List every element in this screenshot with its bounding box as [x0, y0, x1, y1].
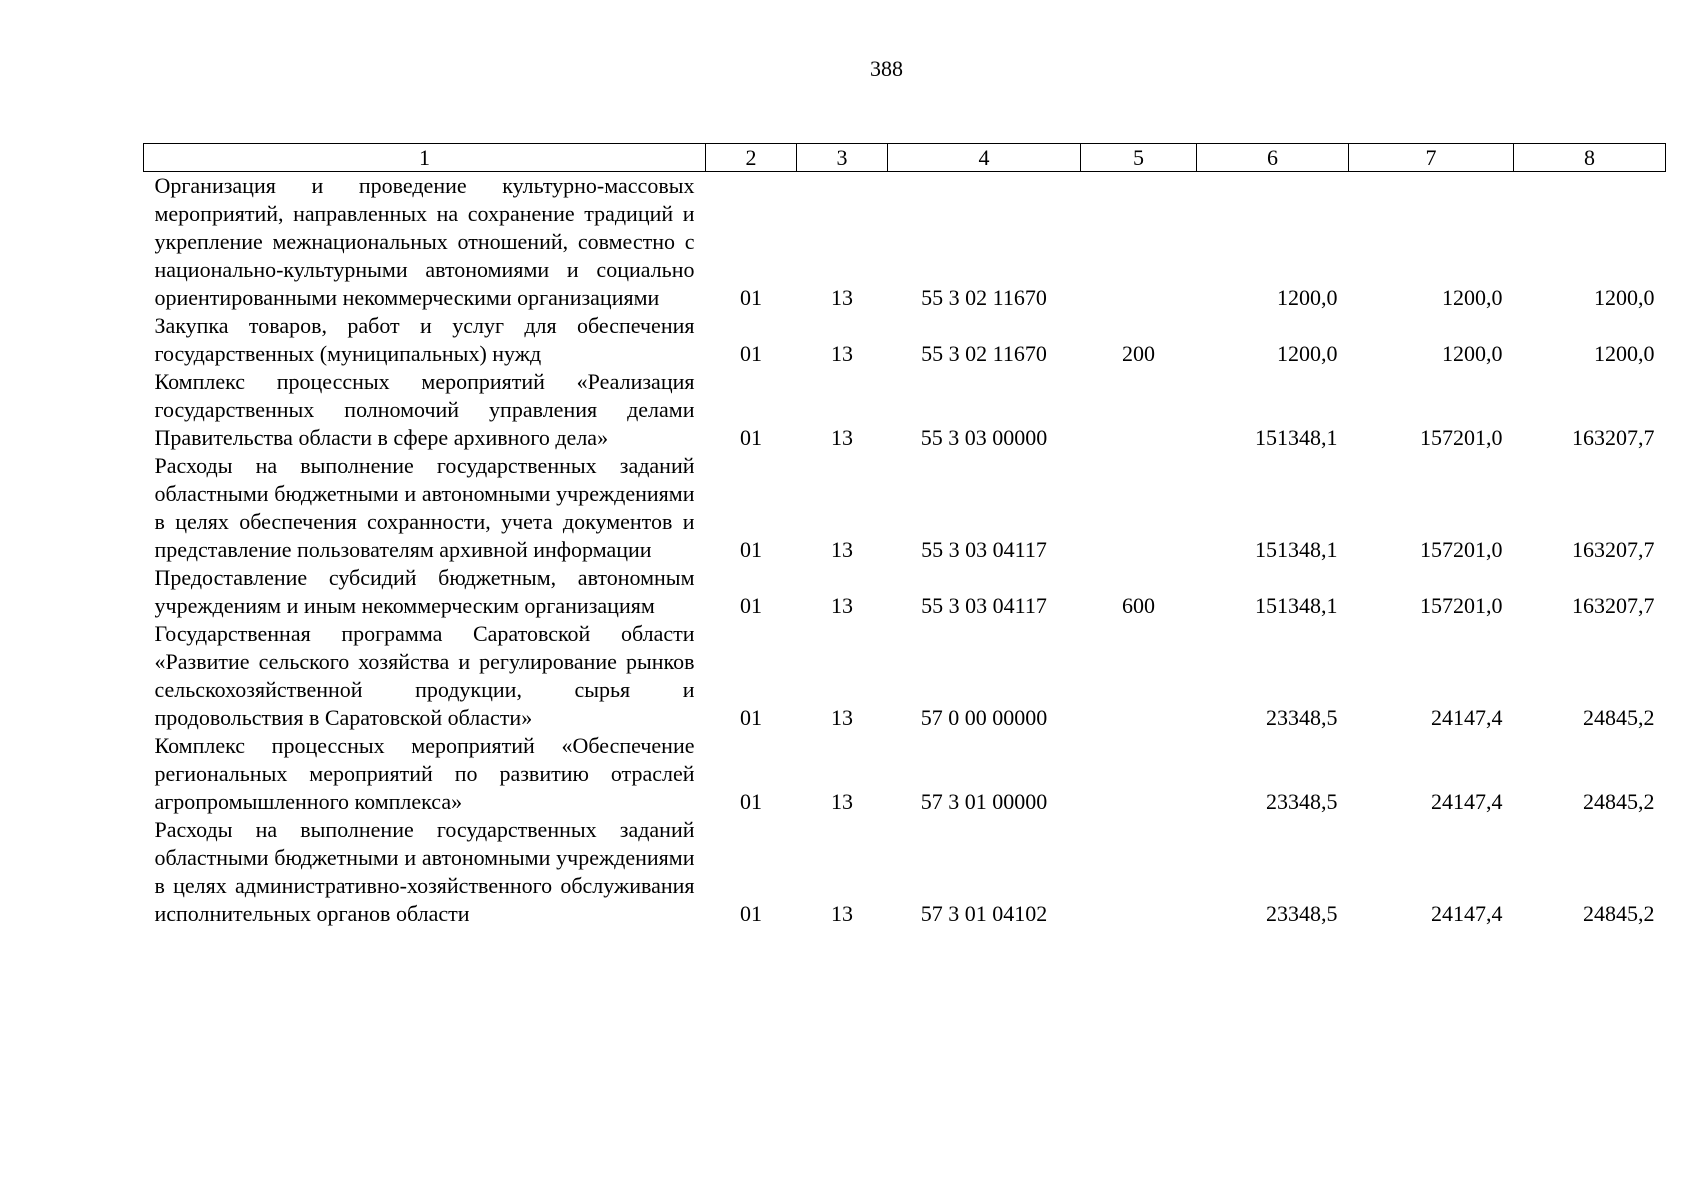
row-name: Расходы на выполнение государственных заданий областными бюджетными и автономными учреждениями в целях обеспечения сохранности, учета документов и представление пользователям архивной информации — [154, 453, 695, 562]
expense-type-code — [1081, 452, 1197, 564]
amount-col-8: 1200,0 — [1594, 341, 1655, 366]
subsection-code: 13 — [831, 789, 853, 814]
subsection-code: 13 — [831, 341, 853, 366]
amount-col-7: 1200,0 — [1442, 285, 1503, 310]
amount-col-8: 24845,2 — [1583, 789, 1655, 814]
section-code: 01 — [740, 705, 762, 730]
subsection-code: 13 — [831, 537, 853, 562]
amount-col-8: 1200,0 — [1594, 285, 1655, 310]
row-name: Комплекс процессных мероприятий «Обеспечение региональных мероприятий по развитию отраслей агропромышленного комплекса» — [154, 733, 695, 814]
amount-col-6: 151348,1 — [1255, 593, 1338, 618]
amount-col-8: 24845,2 — [1583, 901, 1655, 926]
amount-col-7: 24147,4 — [1431, 789, 1503, 814]
amount-col-6: 23348,5 — [1266, 705, 1338, 730]
table-row — [144, 620, 1666, 732]
expense-type-code — [1081, 732, 1197, 816]
expense-type-code: 200 — [1122, 341, 1155, 366]
amount-col-6: 151348,1 — [1255, 537, 1338, 562]
amount-col-8: 24845,2 — [1583, 705, 1655, 730]
amount-col-7: 157201,0 — [1420, 593, 1503, 618]
section-code: 01 — [740, 425, 762, 450]
subsection-code: 13 — [831, 593, 853, 618]
amount-col-6: 23348,5 — [1266, 789, 1338, 814]
section-code: 01 — [740, 901, 762, 926]
table-row — [144, 172, 1666, 313]
target-article-code: 55 3 02 11670 — [921, 285, 1047, 310]
expense-type-code — [1081, 368, 1197, 452]
row-name: Предоставление субсидий бюджетным, автономным учреждениям и иным некоммерческим организациям — [154, 565, 695, 618]
amount-col-7: 24147,4 — [1431, 901, 1503, 926]
column-header-3: 3 — [797, 144, 888, 172]
row-name: Закупка товаров, работ и услуг для обеспечения государственных (муниципальных) нужд — [154, 313, 695, 366]
budget-table — [143, 143, 1666, 928]
target-article-code: 55 3 03 04117 — [921, 537, 1047, 562]
target-article-code: 57 3 01 04102 — [920, 901, 1048, 926]
row-name: Комплекс процессных мероприятий «Реализация государственных полномочий управления делами Правительства области в сфере архивного дела» — [154, 369, 695, 450]
section-code: 01 — [740, 537, 762, 562]
section-code: 01 — [740, 341, 762, 366]
table-row — [144, 732, 1666, 816]
expense-type-code — [1081, 620, 1197, 732]
row-name: Государственная программа Саратовской области «Развитие сельского хозяйства и регулирование рынков сельскохозяйственной продукции, сырья и продовольствия в Саратовской области» — [154, 621, 695, 730]
row-name: Организация и проведение культурно-массовых мероприятий, направленных на сохранение традиций и укрепление межнациональных отношений, совместно с национально-культурными автономиями и социально ориентированными некоммерческими организациями — [154, 173, 695, 310]
column-header-2: 2 — [706, 144, 797, 172]
subsection-code: 13 — [831, 901, 853, 926]
amount-col-8: 163207,7 — [1572, 537, 1655, 562]
amount-col-6: 23348,5 — [1266, 901, 1338, 926]
section-code: 01 — [740, 285, 762, 310]
amount-col-7: 157201,0 — [1420, 425, 1503, 450]
page-number: 388 — [870, 56, 903, 81]
table-row — [144, 368, 1666, 452]
amount-col-7: 1200,0 — [1442, 341, 1503, 366]
row-name: Расходы на выполнение государственных заданий областными бюджетными и автономными учреждениями в целях административно-хозяйственного обслуживания исполнительных органов области — [154, 817, 695, 926]
section-code: 01 — [740, 789, 762, 814]
subsection-code: 13 — [831, 285, 853, 310]
subsection-code: 13 — [831, 425, 853, 450]
table-header-row — [144, 144, 1666, 172]
column-header-6: 6 — [1197, 144, 1349, 172]
column-header-5: 5 — [1081, 144, 1197, 172]
table-row — [144, 452, 1666, 564]
table-row — [144, 816, 1666, 928]
target-article-code: 57 3 01 00000 — [920, 789, 1048, 814]
expense-type-code — [1081, 172, 1197, 313]
amount-col-7: 24147,4 — [1431, 705, 1503, 730]
amount-col-7: 157201,0 — [1420, 537, 1503, 562]
target-article-code: 55 3 03 04117 — [921, 593, 1047, 618]
amount-col-6: 151348,1 — [1255, 425, 1338, 450]
expense-type-code — [1081, 816, 1197, 928]
target-article-code: 55 3 03 00000 — [920, 425, 1048, 450]
amount-col-8: 163207,7 — [1572, 425, 1655, 450]
table-row — [144, 564, 1666, 620]
column-header-8: 8 — [1514, 144, 1666, 172]
table-row — [144, 312, 1666, 368]
target-article-code: 57 0 00 00000 — [920, 705, 1048, 730]
section-code: 01 — [740, 593, 762, 618]
target-article-code: 55 3 02 11670 — [921, 341, 1047, 366]
amount-col-6: 1200,0 — [1277, 341, 1338, 366]
column-header-7: 7 — [1349, 144, 1514, 172]
column-header-1: 1 — [144, 144, 706, 172]
amount-col-8: 163207,7 — [1572, 593, 1655, 618]
expense-type-code: 600 — [1122, 593, 1155, 618]
column-header-4: 4 — [888, 144, 1081, 172]
amount-col-6: 1200,0 — [1277, 285, 1338, 310]
subsection-code: 13 — [831, 705, 853, 730]
